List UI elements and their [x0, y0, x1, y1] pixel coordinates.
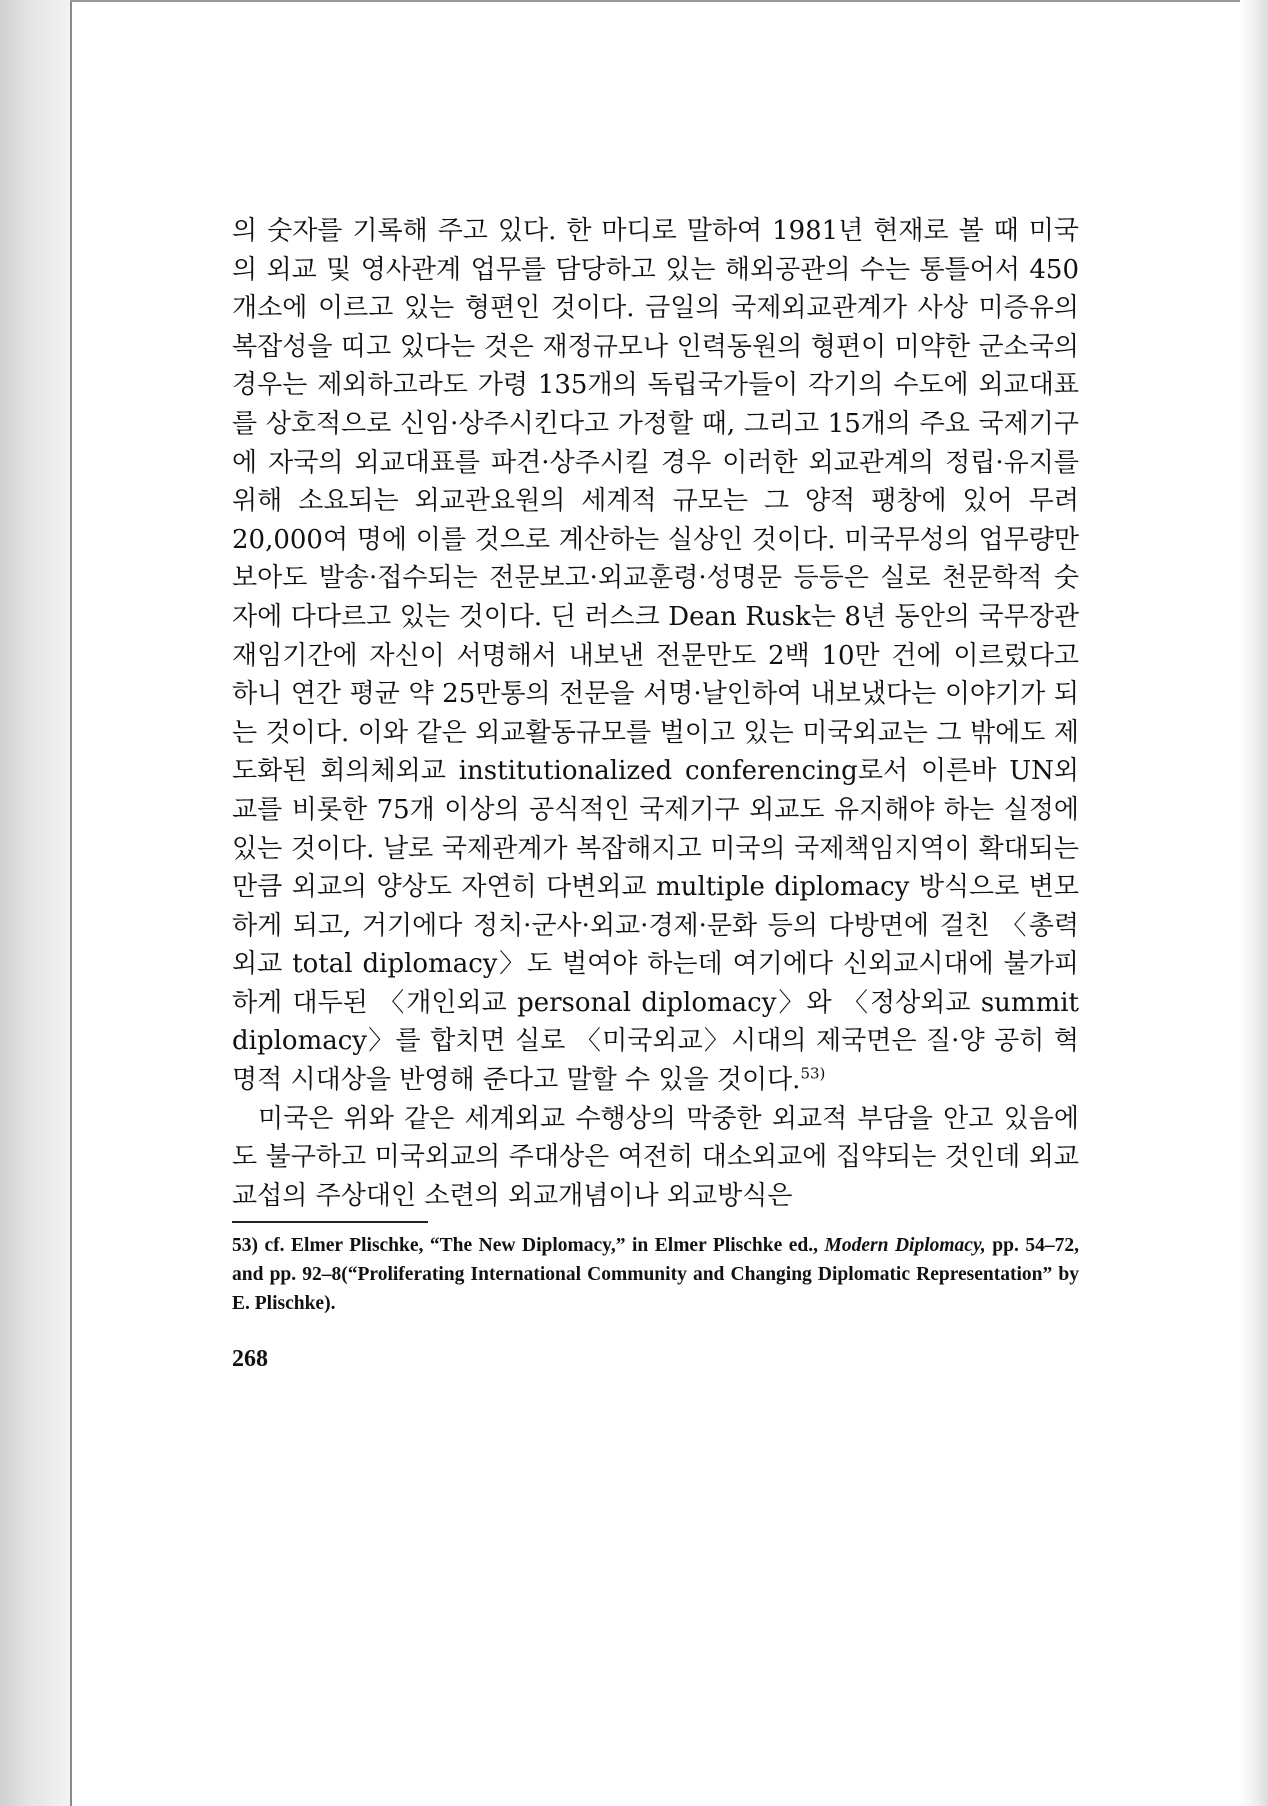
- page-edge-shadow: [1240, 0, 1268, 1806]
- footnote-book-title: Modern Diplomacy,: [824, 1235, 986, 1257]
- body-paragraph-1-text: 의 숫자를 기록해 주고 있다. 한 마디로 말하여 1981년 현재로 볼 때 미국의 외교 및 영사관계 업무를 담당하고 있는 해외공관의 수는 통틀어서 450개소에 이르고 있는 형편인 것이다. 금일의 국제외교관계가 사상 미증유의 복잡성을 띠고 있다는 것은 재정규모나 인력동원의 형편이 미약한 군소국의 경우는 제외하고라도 가령 135개의 독립국가들이 각기의 수도에 외교대표를 상호적으로 신임·상주시킨다고 가정할 때, 그리고 15개의 주요 국제기구에 자국의 외교대표를 파견·상주시킬 경우 이러한 외교관계의 정립·유지를 위해 소요되는 외교관요원의 세계적 규모는 그 양적 팽창에 있어 무려 20,000여 명에 이를 것으로 계산하는 실상인 것이다. 미국무성의 업무량만 보아도 발송·접수되는 전문보고·외교훈령·성명문 등등은 실로 천문학적 숫자에 다다르고 있는 것이다. 딘 러스크 Dean Rusk는 8년 동안의 국무장관 재임기간에 자신이 서명해서 내보낸 전문만도 2백 10만 건에 이르렀다고 하니 연간 평균 약 25만통의 전문을 서명·날인하여 내보냈다는 이야기가 되는 것이다. 이와 같은 외교활동규모를 벌이고 있는 미국외교는 그 밖에도 제도화된 회의체외교 institutionalized conferencing로서 이른바 UN외교를 비롯한 75개 이상의 공식적인 국제기구 외교도 유지해야 하는 실정에 있는 것이다. 날로 국제관계가 복잡해지고 미국의 국제책임지역이 확대되는만큼 외교의 양상도 자연히 다변외교 multiple diplomacy 방식으로 변모하게 되고, 거기에다 정치·군사·외교·경제·문화 등의 다방면에 걸친 〈총력외교 total diplomacy〉도 벌여야 하는데 여기에다 신외교시대에 불가피하게 대두된 〈개인외교 personal diplomacy〉와 〈정상외교 summit diplomacy〉를 합치면 실로 〈미국외교〉시대의 제국면은 질·양 공히 혁명적 시대상을 반영해 준다고 말할 수 있을 것이다.: [232, 216, 1079, 1096]
- footnote-text-a: cf. Elmer Plischke, “The New Diplomacy,” in Elmer Plischke ed.,: [264, 1235, 819, 1257]
- book-spine: [0, 0, 72, 1806]
- footnote-number: 53): [232, 1235, 258, 1257]
- footnote-reference: 53): [800, 1064, 826, 1083]
- footnote-text-b: pp. 54–72, and pp. 92–8(“Proliferating International Community and Changing Diplomatic Representation” by E. Plischke).: [232, 1235, 1080, 1315]
- book-top-edge: [70, 0, 1268, 2]
- body-paragraph-1: [232, 212, 1079, 1100]
- page-number: 268: [232, 1346, 268, 1373]
- footnote: [232, 1231, 1079, 1318]
- page-content: [232, 212, 1079, 1373]
- body-paragraph-2: 미국은 위와 같은 세계외교 수행상의 막중한 외교적 부담을 안고 있음에도 불구하고 미국외교의 주대상은 여전히 대소외교에 집약되는 것인데 외교교섭의 주상대인 소련의 외교개념이나 외교방식은: [232, 1103, 1079, 1211]
- footnote-divider: [232, 1221, 428, 1223]
